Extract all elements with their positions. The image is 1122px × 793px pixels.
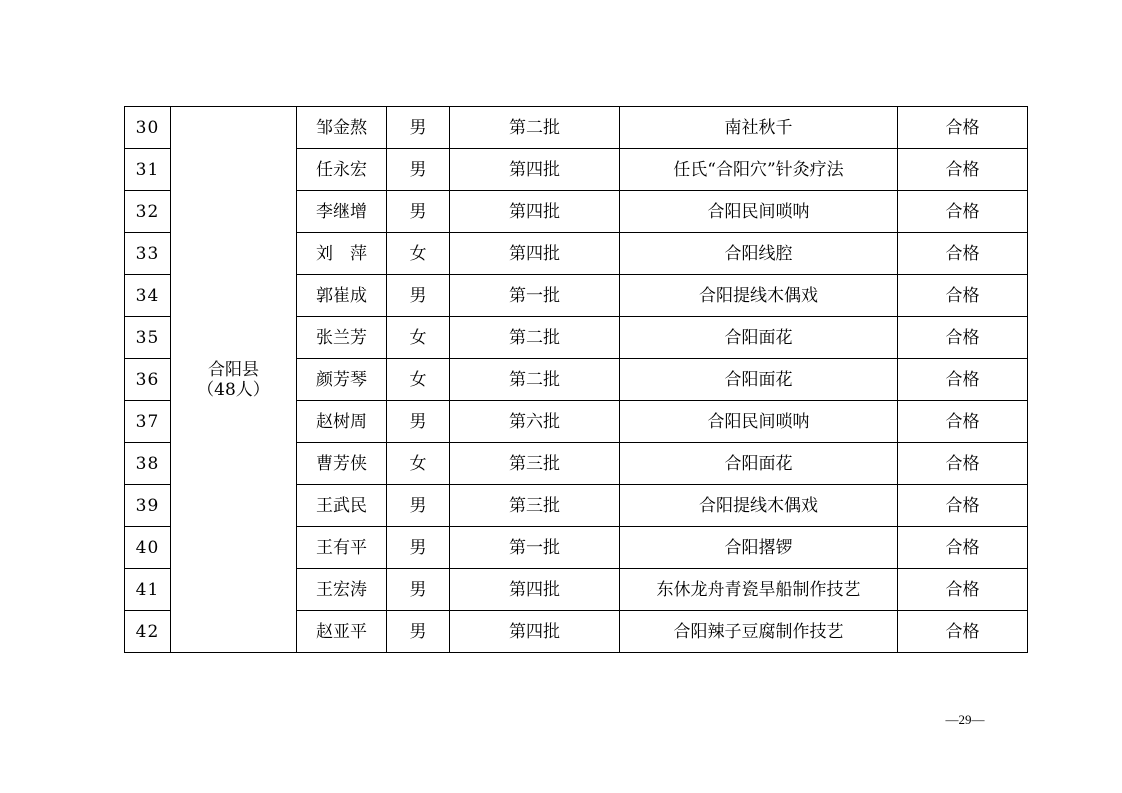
assessment-result-cell: 合格 [898,527,1028,569]
inheritor-name-cell: 王宏涛 [297,569,387,611]
assessment-result-cell: 合格 [898,443,1028,485]
row-number-cell: 33 [125,233,171,275]
heritage-project-cell: 合阳民间唢呐 [620,401,898,443]
inheritor-table [124,106,1028,653]
gender-cell: 男 [387,191,450,233]
assessment-result-cell: 合格 [898,191,1028,233]
batch-cell: 第三批 [450,485,620,527]
row-number-cell: 36 [125,359,171,401]
heritage-project-cell: 合阳线腔 [620,233,898,275]
row-number-cell: 34 [125,275,171,317]
inheritor-name-cell: 赵亚平 [297,611,387,653]
batch-cell: 第四批 [450,569,620,611]
gender-cell: 女 [387,317,450,359]
gender-cell: 女 [387,359,450,401]
heritage-project-cell: 南社秋千 [620,107,898,149]
heritage-project-cell: 合阳辣子豆腐制作技艺 [620,611,898,653]
heritage-project-cell: 任氏“合阳穴”针灸疗法 [620,149,898,191]
gender-cell: 男 [387,569,450,611]
assessment-result-cell: 合格 [898,149,1028,191]
batch-cell: 第三批 [450,443,620,485]
inheritor-name-cell: 李继增 [297,191,387,233]
gender-cell: 男 [387,275,450,317]
heritage-project-cell: 合阳面花 [620,359,898,401]
assessment-result-cell: 合格 [898,275,1028,317]
county-cell [171,107,297,653]
assessment-result-cell: 合格 [898,611,1028,653]
assessment-result-cell: 合格 [898,317,1028,359]
table-body [125,107,1028,653]
inheritor-name-cell: 王武民 [297,485,387,527]
heritage-project-cell: 合阳提线木偶戏 [620,275,898,317]
gender-cell: 女 [387,233,450,275]
batch-cell: 第一批 [450,275,620,317]
page-number: —29— [945,712,985,727]
batch-cell: 第四批 [450,233,620,275]
assessment-result-cell: 合格 [898,401,1028,443]
batch-cell: 第六批 [450,401,620,443]
heritage-project-cell: 东休龙舟青瓷旱船制作技艺 [620,569,898,611]
assessment-result-cell: 合格 [898,359,1028,401]
inheritor-name-cell: 曹芳侠 [297,443,387,485]
inheritor-name-cell: 郭崔成 [297,275,387,317]
inheritor-name-cell: 王有平 [297,527,387,569]
heritage-project-cell: 合阳提线木偶戏 [620,485,898,527]
gender-cell: 男 [387,401,450,443]
row-number-cell: 30 [125,107,171,149]
batch-cell: 第二批 [450,317,620,359]
inheritor-name-cell: 刘 萍 [297,233,387,275]
batch-cell: 第二批 [450,359,620,401]
inheritor-name-cell: 张兰芳 [297,317,387,359]
gender-cell: 男 [387,527,450,569]
row-number-cell: 39 [125,485,171,527]
heritage-project-cell: 合阳民间唢呐 [620,191,898,233]
gender-cell: 女 [387,443,450,485]
assessment-result-cell: 合格 [898,107,1028,149]
inheritor-name-cell: 赵树周 [297,401,387,443]
assessment-result-cell: 合格 [898,233,1028,275]
inheritor-name-cell: 邹金熬 [297,107,387,149]
batch-cell: 第四批 [450,611,620,653]
batch-cell: 第一批 [450,527,620,569]
heritage-project-cell: 合阳面花 [620,443,898,485]
row-number-cell: 32 [125,191,171,233]
batch-cell: 第四批 [450,191,620,233]
batch-cell: 第二批 [450,107,620,149]
county-count: （48人） [197,379,270,400]
row-number-cell: 38 [125,443,171,485]
assessment-result-cell: 合格 [898,569,1028,611]
row-number-cell: 40 [125,527,171,569]
table-row [125,107,1028,149]
row-number-cell: 31 [125,149,171,191]
batch-cell: 第四批 [450,149,620,191]
gender-cell: 男 [387,107,450,149]
gender-cell: 男 [387,485,450,527]
heritage-project-cell: 合阳面花 [620,317,898,359]
row-number-cell: 37 [125,401,171,443]
row-number-cell: 35 [125,317,171,359]
county-name: 合阳县 [208,359,259,380]
gender-cell: 男 [387,149,450,191]
heritage-project-cell: 合阳撂锣 [620,527,898,569]
row-number-cell: 41 [125,569,171,611]
inheritor-name-cell: 颜芳琴 [297,359,387,401]
assessment-result-cell: 合格 [898,485,1028,527]
row-number-cell: 42 [125,611,171,653]
inheritor-name-cell: 任永宏 [297,149,387,191]
gender-cell: 男 [387,611,450,653]
